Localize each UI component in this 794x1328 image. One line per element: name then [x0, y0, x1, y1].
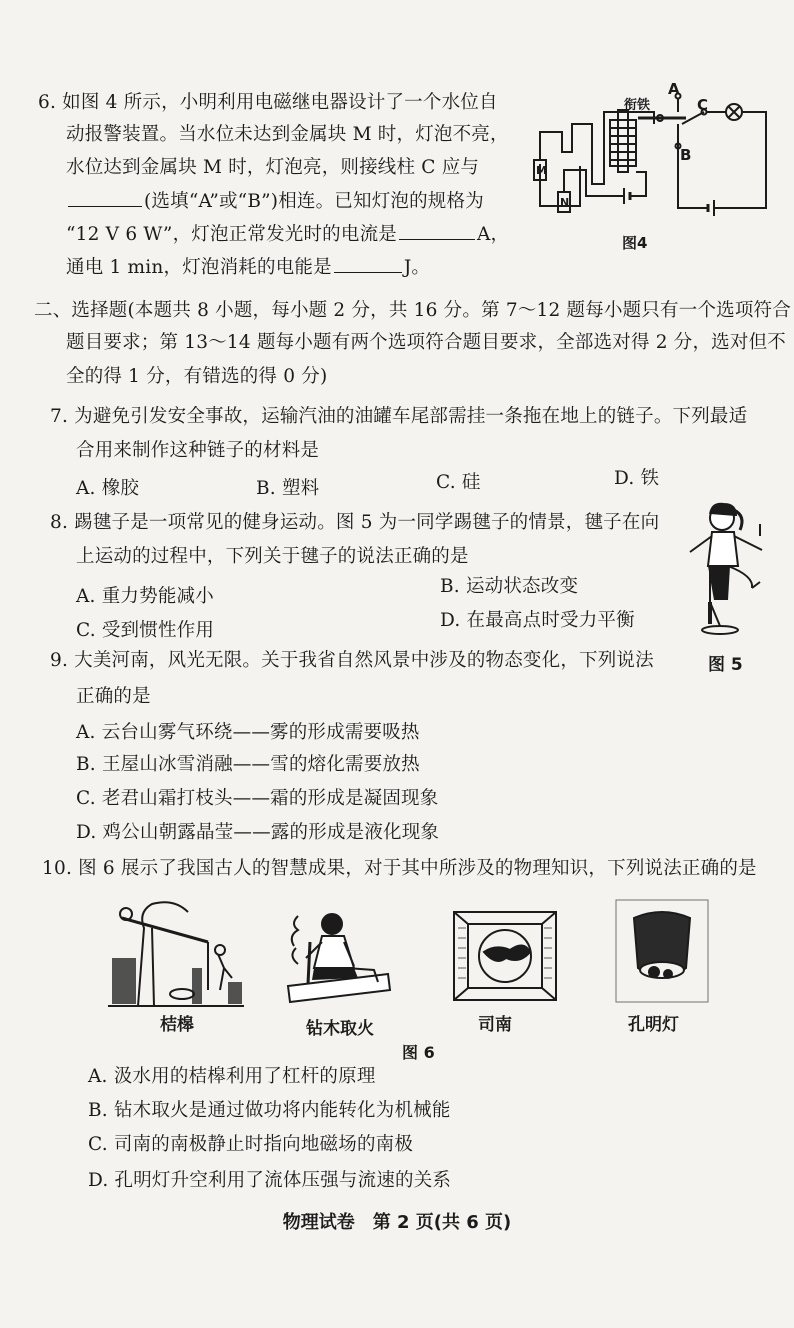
q7-option-d[interactable]: D. 铁 — [614, 468, 660, 489]
q7-line-1: 7. 为避免引发安全事故，运输汽油的油罐车尾部需挂一条拖在地上的链子。下列最适 — [50, 406, 748, 427]
q6-line-5 — [66, 221, 509, 248]
q6-line-6 — [66, 254, 430, 281]
label-armature: 衔铁 — [624, 98, 651, 113]
q10-option-b[interactable]: B. 钻木取火是通过做功将内能转化为机械能 — [88, 1100, 451, 1121]
figure-6-label-kongming-lantern: 孔明灯 — [628, 1015, 679, 1035]
label-block-m: M — [536, 164, 547, 177]
q6-line-3: 水位达到金属块 M 时，灯泡亮，则接线柱 C 应与 — [66, 157, 480, 178]
figure-6-label-sinan: 司南 — [478, 1015, 512, 1035]
q10-option-a[interactable]: A. 汲水用的桔槔利用了杠杆的原理 — [88, 1066, 376, 1087]
q9-line-2: 正确的是 — [76, 686, 151, 707]
q9-line-1: 9. 大美河南，风光无限。关于我省自然风景中涉及的物态变化，下列说法 — [50, 650, 654, 671]
q8-option-a[interactable]: A. 重力势能减小 — [76, 586, 214, 607]
q8-option-d[interactable]: D. 在最高点时受力平衡 — [440, 610, 635, 631]
figure-5-caption: 图 5 — [708, 655, 743, 675]
q6-blank-current[interactable] — [399, 221, 475, 240]
q8-option-c[interactable]: C. 受到惯性作用 — [76, 620, 215, 641]
figure-6-caption: 图 6 — [402, 1043, 435, 1062]
q9-option-b[interactable]: B. 王屋山冰雪消融——雪的熔化需要放热 — [76, 754, 420, 775]
q6-line-6-unit: J。 — [403, 257, 431, 278]
q9-option-a[interactable]: A. 云台山雾气环绕——雾的形成需要吸热 — [76, 722, 420, 743]
q9-option-c[interactable]: C. 老君山霜打枝头——霜的形成是凝固现象 — [76, 788, 439, 809]
q10-option-d[interactable]: D. 孔明灯升空利用了流体压强与流速的关系 — [88, 1170, 452, 1191]
q7-option-a[interactable]: A. 橡胶 — [76, 478, 140, 499]
q6-blank-energy[interactable] — [334, 254, 402, 273]
section-2-line-3: 全的得 1 分，有错选的得 0 分) — [66, 366, 328, 387]
q6-blank-terminal[interactable] — [68, 188, 142, 207]
label-terminal-c: C — [697, 96, 709, 114]
q6-line-5-unit: A， — [477, 224, 510, 245]
label-terminal-a: A — [668, 80, 680, 98]
figure-4-caption: 图4 — [622, 234, 648, 252]
figure-6-well-sweep-image — [108, 898, 244, 1008]
figure-6-drill-fire-image — [284, 906, 392, 1006]
figure-6-kongming-lantern-image — [614, 898, 710, 1004]
q6-line-5-text: “12 V 6 W”，灯泡正常发光时的电流是 — [66, 224, 397, 245]
q6-line-2: 动报警装置。当水位未达到金属块 M 时，灯泡不亮， — [66, 124, 509, 145]
figure-5-girl-kicking — [680, 496, 780, 642]
figure-6-label-well-sweep: 桔槔 — [160, 1015, 194, 1035]
q8-line-1: 8. 踢毽子是一项常见的健身运动。图 5 为一同学踢毽子的情景，毽子在向 — [50, 512, 660, 533]
q10-line-1: 10. 图 6 展示了我国古人的智慧成果，对于其中所涉及的物理知识，下列说法正确的是 — [42, 858, 757, 879]
q7-option-b[interactable]: B. 塑料 — [256, 478, 320, 499]
label-terminal-b: B — [680, 146, 692, 164]
label-block-n: N — [560, 196, 570, 209]
page-footer: 物理试卷 第 2 页(共 6 页) — [282, 1212, 512, 1233]
q6-line-6-text: 通电 1 min，灯泡消耗的电能是 — [66, 257, 332, 278]
section-2-line-2: 题目要求；第 13～14 题每小题有两个选项符合题目要求，全部选对得 2 分，选对但不 — [66, 332, 786, 353]
section-2-line-1: 二、选择题(本题共 8 小题，每小题 2 分，共 16 分。第 7～12 题每小题只有一个选项符合 — [34, 300, 791, 321]
q7-line-2: 合用来制作这种链子的材料是 — [76, 440, 320, 461]
q9-option-d[interactable]: D. 鸡公山朝露晶莹——露的形成是液化现象 — [76, 822, 440, 843]
q6-line-1: 6. 如图 4 所示，小明利用电磁继电器设计了一个水位自 — [38, 92, 498, 113]
q7-option-c[interactable]: C. 硅 — [436, 472, 481, 493]
q8-line-2: 上运动的过程中，下列关于毽子的说法正确的是 — [76, 546, 469, 567]
figure-6-sinan-image — [450, 908, 560, 1004]
q6-line-4-text: (选填“A”或“B”)相连。已知灯泡的规格为 — [144, 191, 484, 212]
q10-option-c[interactable]: C. 司南的南极静止时指向地磁场的南极 — [88, 1134, 414, 1155]
figure-6-label-drill-fire: 钻木取火 — [306, 1019, 374, 1039]
q8-option-b[interactable]: B. 运动状态改变 — [440, 576, 579, 597]
q6-line-4 — [66, 188, 484, 215]
